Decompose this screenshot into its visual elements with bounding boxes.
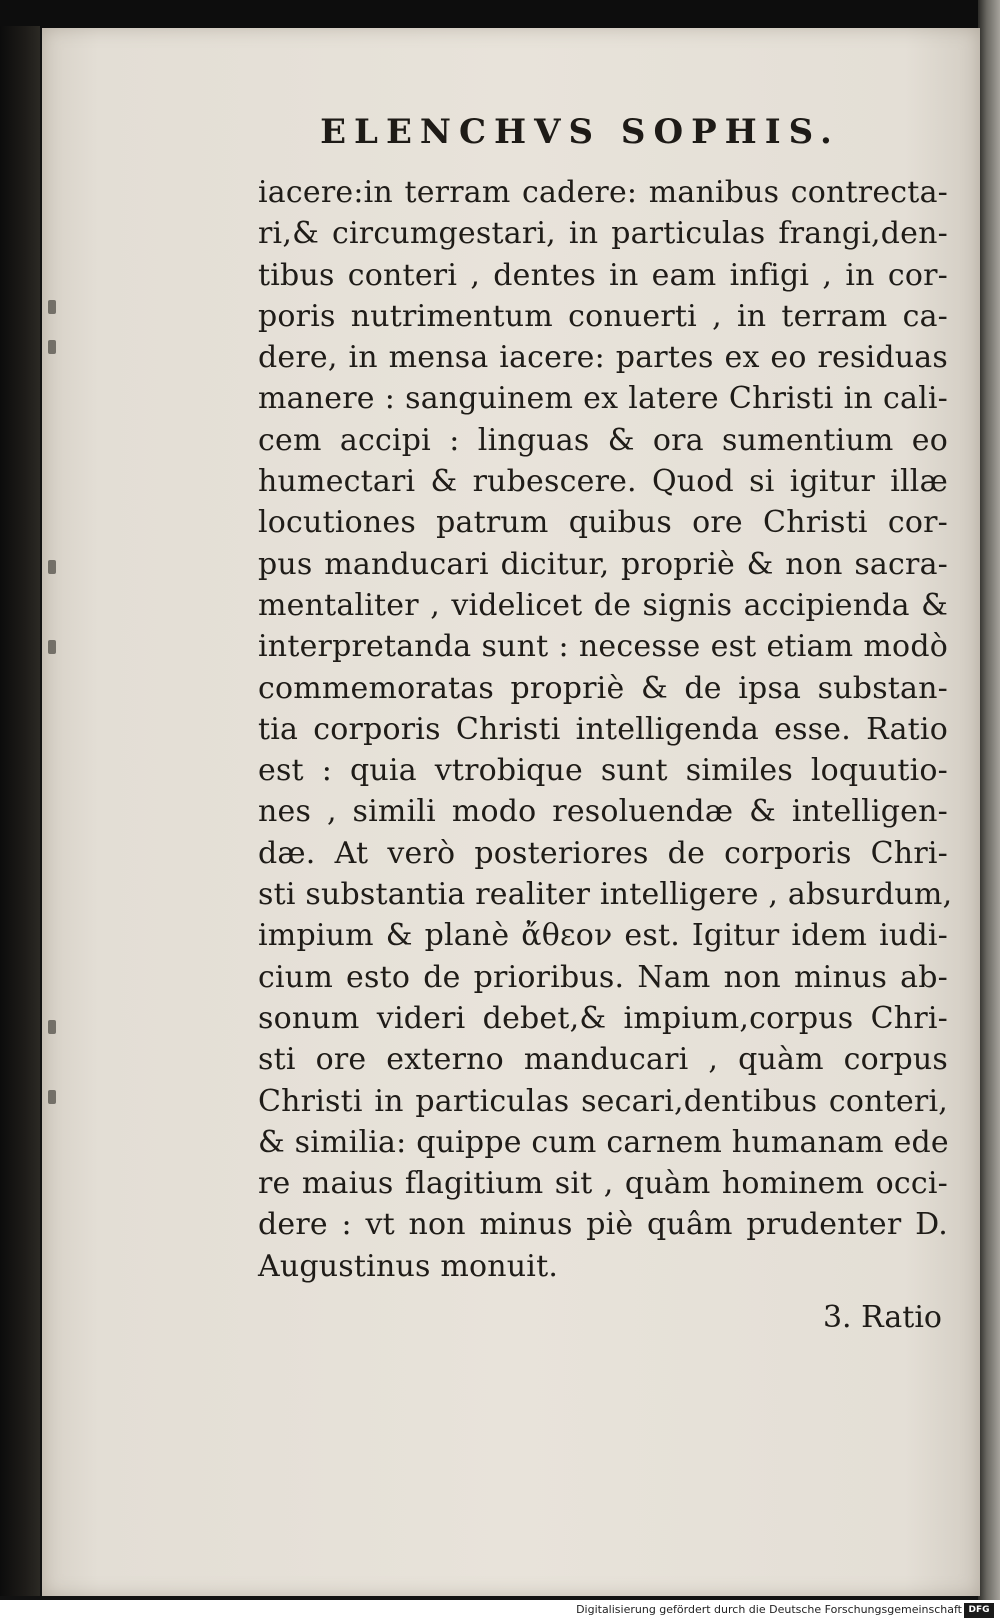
running-head: ELENCHVS SOPHIS. [320,112,840,152]
dfg-logo: DFG [964,1603,994,1618]
funding-credit: Digitalisierung gefördert durch die Deutsche Forschungsgemeinschaft [576,1603,962,1616]
text-line: est : quia vtrobique sunt similes loquutio- [258,753,948,789]
text-line: & similia: quippe cum carnem humanam ede [258,1124,949,1160]
text-line: sonum videri debet,& impium,corpus Chri- [258,1000,948,1036]
text-line: commemoratas propriè & de ipsa substan- [258,670,948,706]
adjacent-page-edge [0,26,40,1596]
text-line: dæ. At verò posteriores de corporis Chri- [258,835,948,871]
book-fore-edge [978,0,1000,1600]
text-line: pus manducari dicitur, propriè & non sacra- [258,546,948,582]
text-line: dere, in mensa iacere: partes ex eo residuas [258,340,948,376]
bleed-through-marks [48,300,60,1200]
text-line: iacere:in terram cadere: manibus contrecta- [258,175,948,210]
text-line: Augustinus monuit. [258,1248,559,1284]
scan-top-edge [0,0,1000,28]
text-line: tibus conteri , dentes in eam infigi , in cor- [258,257,948,293]
text-line: tia corporis Christi intelligenda esse. Ratio [258,711,948,747]
text-line: impium & planè ἄθεον est. Igitur idem iudi- [258,918,948,954]
text-line: humectari & rubescere. Quod si igitur illæ [258,464,948,500]
text-line: nes , simili modo resoluendæ & intelligen- [258,794,948,830]
text-line: interpretanda sunt : necesse est etiam modò [258,629,948,665]
text-line: cem accipi : linguas & ora sumentium eo [258,422,948,458]
text-line: sti substantia realiter intelligere , absurdum, [258,877,953,913]
text-line: Christi in particulas secari,dentibus conteri, [258,1083,948,1119]
text-line: mentaliter , videlicet de signis accipienda & [258,587,948,623]
catchword: 3. Ratio [822,1300,942,1335]
text-line: manere : sanguinem ex latere Christi in cali- [258,381,948,417]
text-line: locutiones patrum quibus ore Christi cor- [258,505,948,541]
text-line: poris nutrimentum conuerti , in terram ca- [258,298,948,334]
text-line: sti ore externo manducari , quàm corpus [258,1042,948,1078]
text-line: dere : vt non minus piè quâm prudenter D. [258,1207,948,1243]
text-line: re maius flagitium sit , quàm hominem occi- [258,1166,948,1202]
body-text [258,172,953,1287]
text-line: ri,& circumgestari, in particulas frangi,den- [258,216,948,252]
text-line: cium esto de prioribus. Nam non minus ab- [258,959,948,995]
